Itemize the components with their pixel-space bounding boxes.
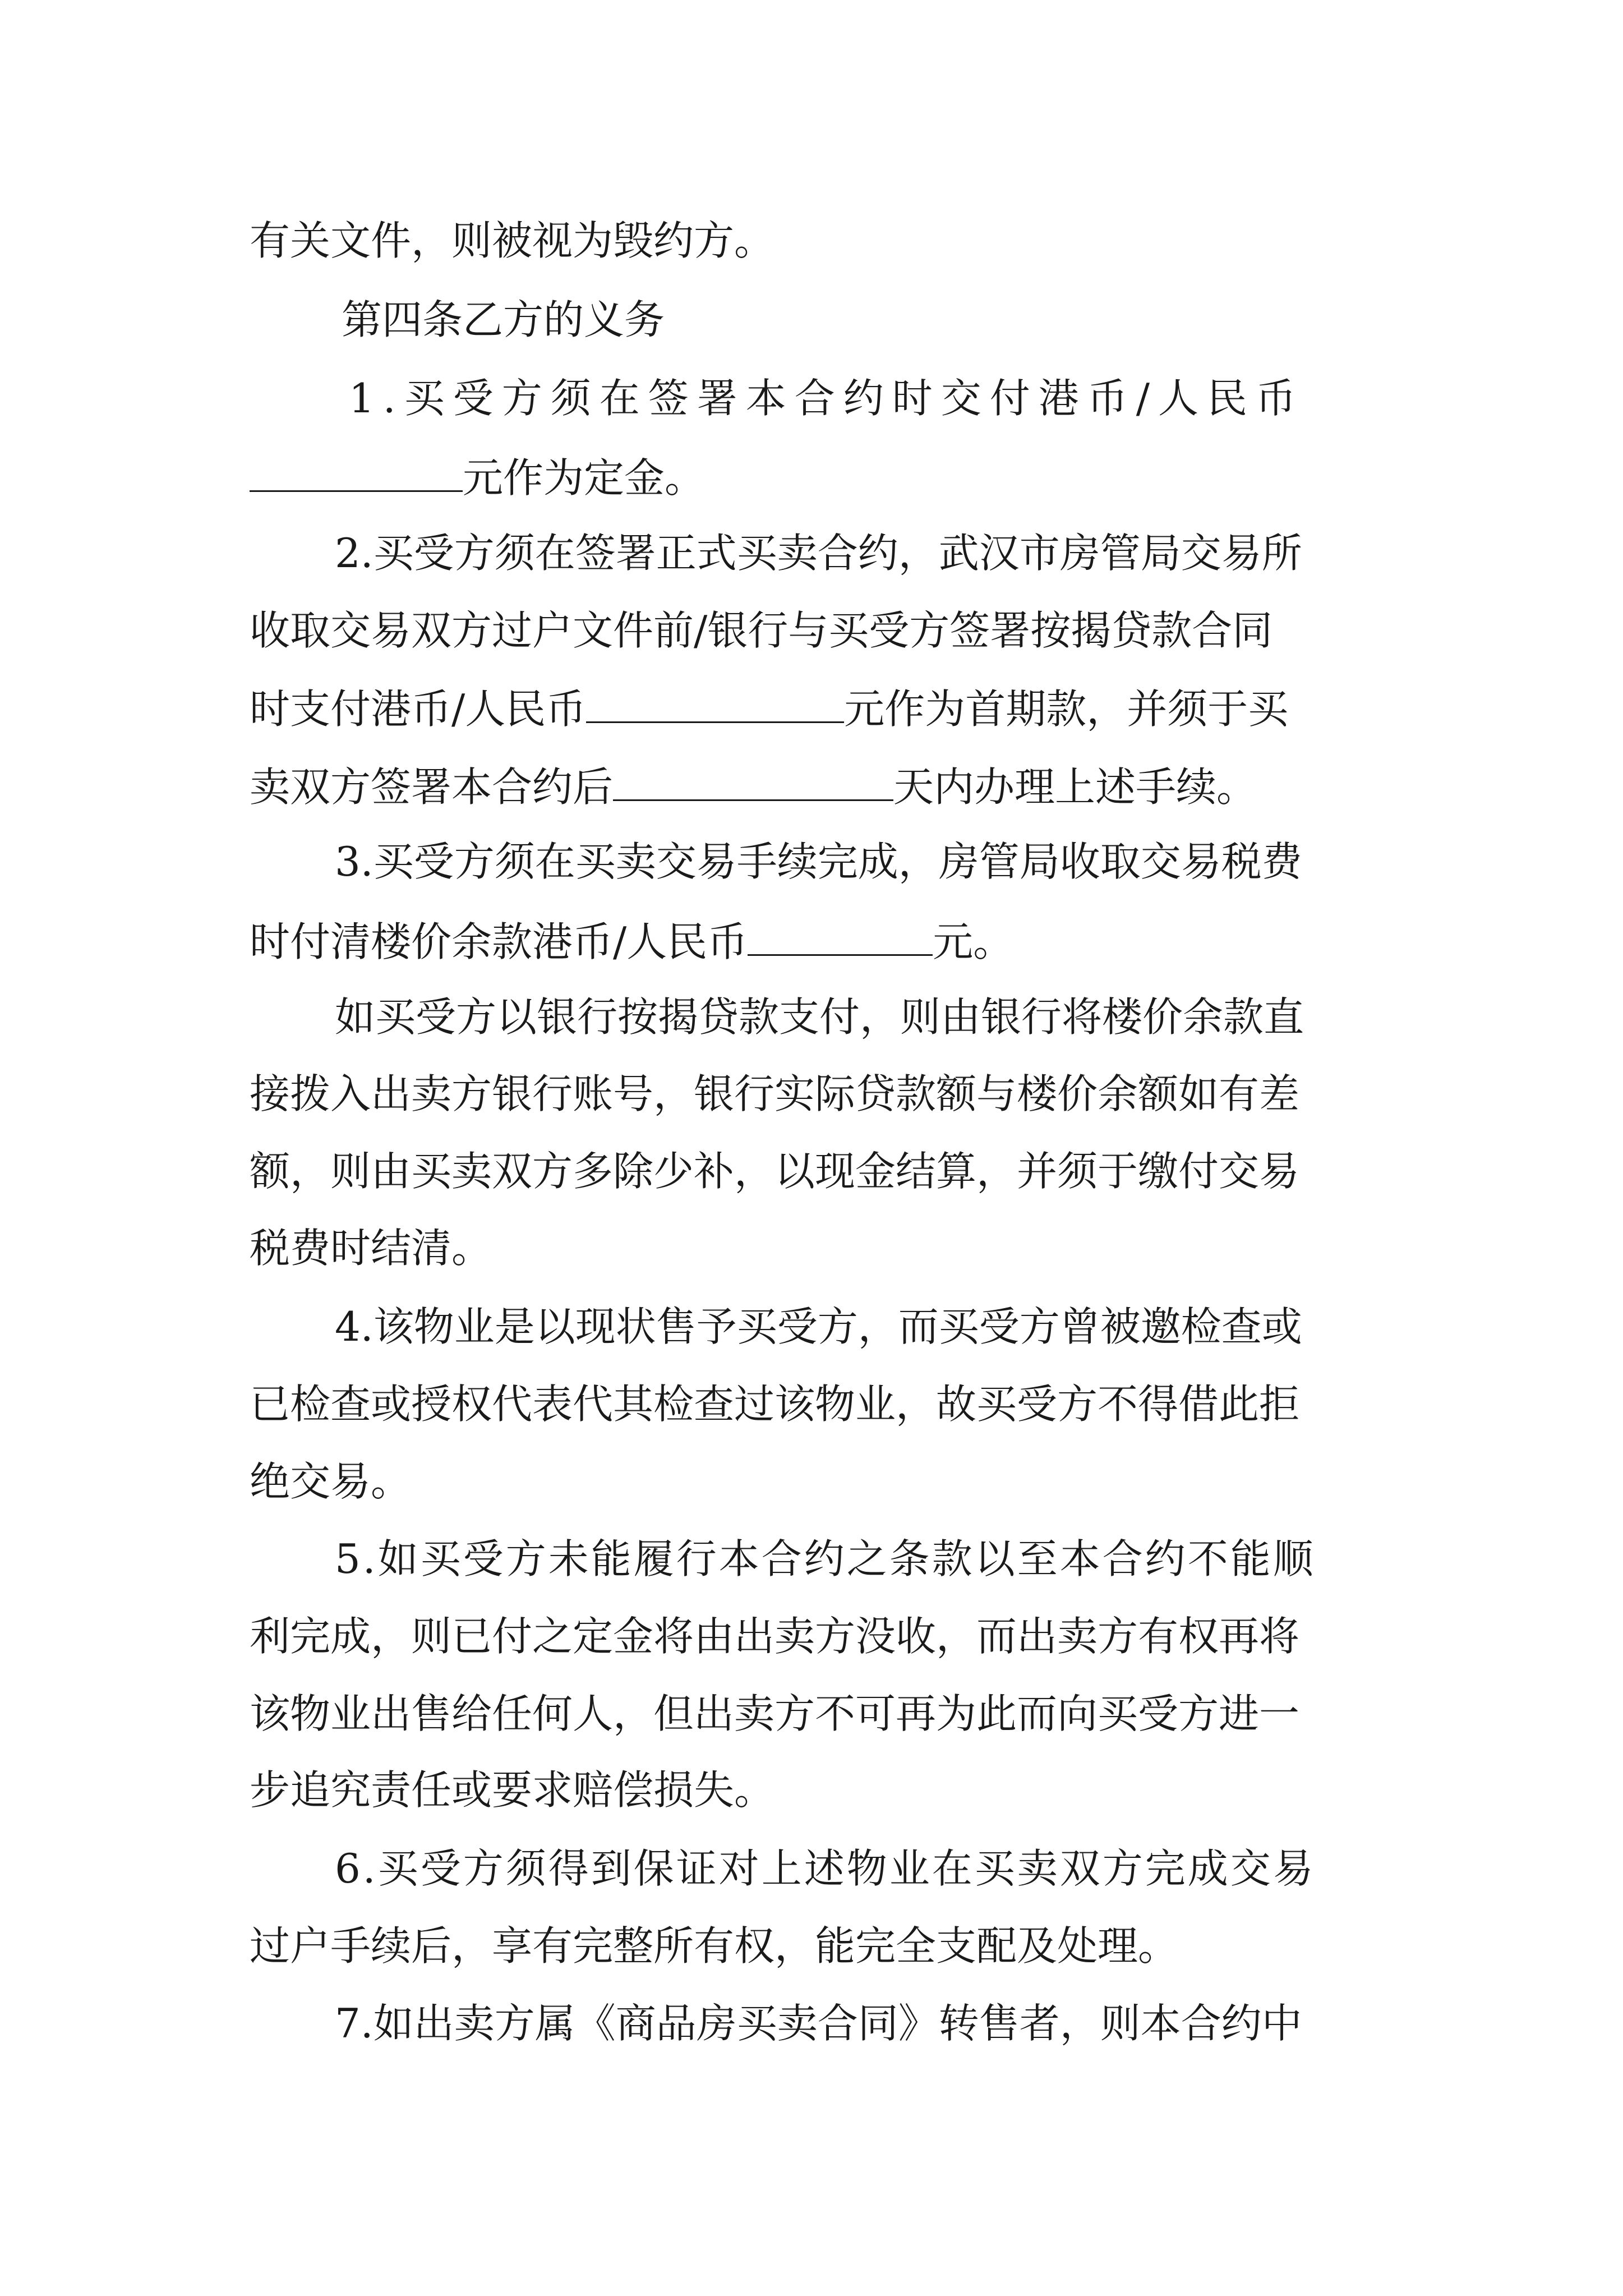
text-segment: 时付清楼价余款港币/人民币 xyxy=(250,918,748,965)
text-line xyxy=(250,454,706,501)
text-line xyxy=(250,685,1289,733)
text-line: 如买受方以银行按揭贷款支付，则由银行将楼价余款直 xyxy=(335,993,1304,1041)
text-line: 3.买受方须在买卖交易手续完成，房管局收取交易税费 xyxy=(335,838,1302,885)
text-line: 6.买受方须得到保证对上述物业在买卖双方完成交易 xyxy=(335,1845,1316,1892)
blank-field xyxy=(748,919,933,956)
text-line: 税费时结清。 xyxy=(250,1225,492,1272)
text-line: 过户手续后，享有完整所有权，能完全支配及处理。 xyxy=(250,1922,1179,1970)
text-line: 绝交易。 xyxy=(250,1458,412,1505)
text-line: 接拨入出卖方银行账号，银行实际贷款额与楼价余额如有差 xyxy=(250,1070,1300,1117)
text-line xyxy=(250,763,1257,811)
text-line: 7.如出卖方属《商品房买卖合同》转售者，则本合约中 xyxy=(335,2000,1302,2047)
text-segment: 元作为定金。 xyxy=(463,454,706,501)
text-segment: 元。 xyxy=(933,918,1014,965)
text-line: 该物业出售给任何人，但出卖方不可再为此而向买受方进一 xyxy=(250,1690,1300,1737)
text-line: 步追究责任或要求赔偿损失。 xyxy=(250,1766,775,1814)
text-line: 2.买受方须在签署正式买卖合约，武汉市房管局交易所 xyxy=(335,530,1302,577)
text-line: 4.该物业是以现状售予买受方，而买受方曾被邀检查或 xyxy=(335,1303,1302,1350)
text-line: 额，则由买卖双方多除少补，以现金结算，并须于缴付交易 xyxy=(250,1148,1300,1195)
blank-field xyxy=(250,455,463,492)
text-segment: 天内办理上述手续。 xyxy=(893,763,1257,811)
text-line xyxy=(250,918,1014,965)
text-line: 5.如买受方未能履行本合约之条款以至本合约不能顺 xyxy=(335,1535,1316,1582)
text-line: 利完成，则已付之定金将由出卖方没收，而出卖方有权再将 xyxy=(250,1613,1300,1660)
text-line: 已检查或授权代表代其检查过该物业，故买受方不得借此拒 xyxy=(250,1381,1300,1428)
text-line: 有关文件，则被视为毁约方。 xyxy=(250,217,775,264)
text-line: 1.买受方须在签署本合约时交付港币/人民币 xyxy=(349,375,1304,422)
blank-field xyxy=(586,687,844,723)
text-line: 收取交易双方过户文件前/银行与买受方签署按揭贷款合同 xyxy=(250,607,1273,654)
blank-field xyxy=(613,765,893,801)
text-segment: 元作为首期款，并须于买 xyxy=(844,685,1289,733)
text-segment: 时支付港币/人民币 xyxy=(250,685,587,733)
text-segment: 卖双方签署本合约后 xyxy=(250,763,614,811)
article-heading: 第四条乙方的义务 xyxy=(342,296,665,343)
